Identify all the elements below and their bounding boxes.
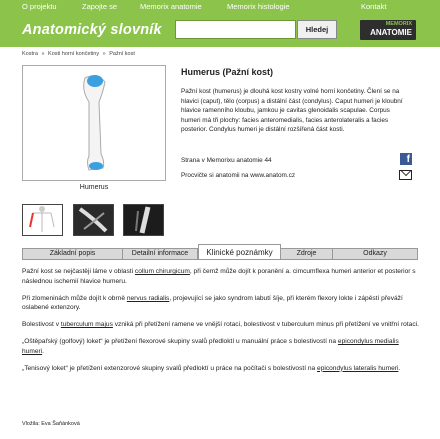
text: , při čemž může dojít k poranění a. cimcumflexa humeri anterior et posterior s následnou ischemií hlavice humeru. (22, 268, 416, 285)
tab-odkazy[interactable]: Odkazy (363, 250, 387, 257)
text: „Oštěpařský (golfový) loket“ je přetížení flexorové skupiny svalů předloktí u manuální práce s bolestivostí na (22, 337, 338, 345)
top-navigation (0, 0, 440, 13)
thumbnail-xray-2[interactable] (123, 204, 164, 236)
clinical-paragraph (22, 294, 422, 314)
breadcrumb-separator: » (102, 51, 106, 57)
memorix-logo-top: MEMORIX (385, 21, 412, 27)
clinical-paragraph (22, 364, 422, 374)
nav-memorix-histologie[interactable]: Memorix histologie (227, 2, 290, 11)
clinical-notes (22, 267, 422, 380)
humerus-image[interactable] (22, 65, 166, 181)
breadcrumb-item[interactable]: Kosti horní končetiny (48, 51, 100, 57)
breadcrumb (22, 51, 137, 57)
term-link[interactable]: collum chirurgicum (134, 268, 190, 275)
tab-bar (22, 248, 418, 260)
tab-zakladni-popis[interactable]: Základní popis (23, 249, 123, 259)
clinical-paragraph (22, 337, 422, 357)
memorix-page-reference: Strana v Memorixu anatomie 44 (181, 157, 272, 164)
search-input[interactable] (175, 20, 296, 39)
text: Pažní kost se nejčastěji láme v oblasti (22, 268, 135, 275)
tab-zdroje[interactable]: Zdroje (281, 249, 333, 259)
text: . (398, 364, 401, 372)
facebook-icon[interactable]: f (400, 153, 412, 165)
text: , projevující se jako syndrom labutí šíje, při kterém flexory lokte i zápěstí převáží oslabené extenzory. (22, 294, 403, 312)
clinical-paragraph (22, 267, 422, 287)
term-link[interactable]: tuberculum majus (60, 321, 113, 329)
email-icon[interactable] (399, 170, 412, 180)
header (0, 13, 440, 47)
nav-kontakt[interactable]: Kontakt (361, 2, 387, 11)
site-logo[interactable]: Anatomický slovník (22, 22, 162, 38)
text: „Tenisový loket“ je přetížení extenzorové skupiny svalů předloktí u práce na počítači s bolestivostí na (22, 364, 318, 372)
text: Bolestivost v (22, 321, 61, 329)
thumbnail-xray-1[interactable] (73, 204, 114, 236)
breadcrumb-separator: » (41, 51, 45, 57)
breadcrumb-item[interactable]: Kostra (22, 51, 38, 57)
anatom-link[interactable]: Procvičte si anatomii na www.anatom.cz (181, 172, 296, 179)
term-link[interactable]: nervus radialis (126, 294, 170, 302)
nav-memorix-anatomie[interactable]: Memorix anatomie (140, 2, 202, 11)
term-link[interactable]: epicondylus lateralis humeri (317, 364, 399, 372)
text: . (42, 347, 44, 355)
tab-detailni-informace[interactable]: Detailní informace (123, 249, 198, 259)
nav-zapojte-se[interactable]: Zapojte se (82, 2, 118, 11)
article-description: Pažní kost (humerus) je dlouhá kost kostry volné horní končetiny. Člení se na hlavici (caput), tělo (corpus) a distální část (condylus). Caput humeri je kloubní hlavice ramenního kloubu, jamkou je cavitas glenoidalis scapulae. Corpus humeri má tři plochy: facies anteromedialis, facies anterolateralis a facies posterior. Condylus humeri je distální rozšířená část kosti. (181, 88, 403, 134)
term-link[interactable]: epicondylus medialis humeri (22, 337, 399, 355)
search-button[interactable]: Hledej (297, 20, 337, 39)
memorix-logo-bottom: ANATOMIE (370, 28, 412, 37)
nav-o-projektu[interactable]: O projektu (22, 2, 57, 11)
tab-klinicke-poznamky[interactable]: Klinické poznámky (198, 244, 281, 259)
clinical-paragraph (22, 320, 422, 330)
image-caption: Humerus (79, 184, 109, 191)
page-title: Humerus (Pažní kost) (181, 67, 274, 77)
author-credit: Vložila: Eva Šaňánková (22, 421, 80, 427)
thumbnail-skeleton[interactable] (22, 204, 63, 236)
text: vzniká při přetížení ramene ve vnější rotaci, bolestivost v tuberculum minus při přetížení ve vnitřní rotaci. (112, 321, 419, 329)
text: Při zlomeninách může dojít k obrně (22, 294, 127, 302)
breadcrumb-item: Pažní kost (109, 51, 135, 57)
memorix-anatomie-logo[interactable] (360, 20, 416, 40)
